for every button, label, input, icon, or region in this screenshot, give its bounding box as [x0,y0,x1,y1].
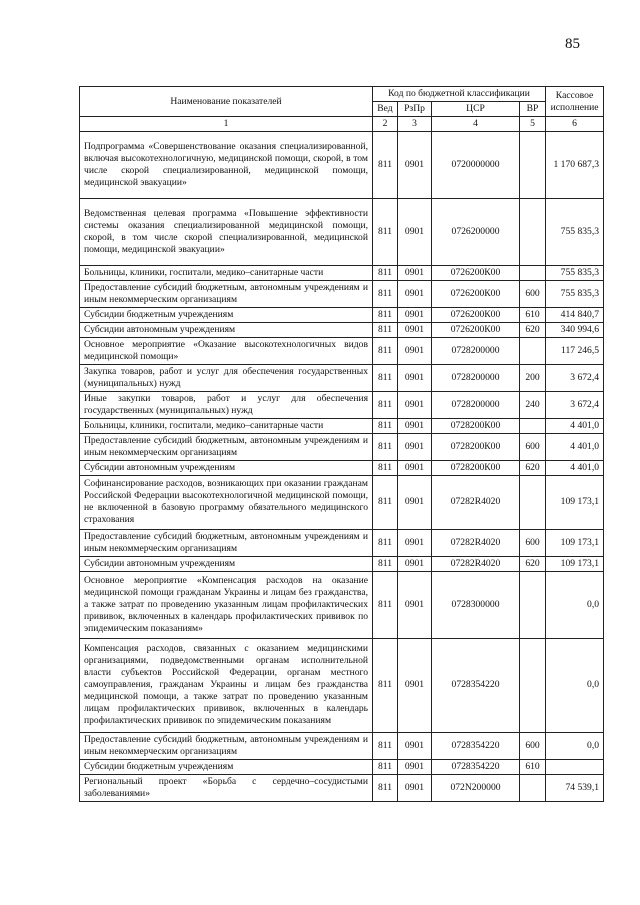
page-number: 85 [565,36,580,52]
header-num-5: 5 [520,117,546,132]
row-sum: 755 835,3 [546,198,604,265]
row-csr: 0728300000 [432,571,520,638]
row-ved: 811 [373,759,398,774]
row-vr: 620 [520,556,546,571]
row-csr: 0728354220 [432,759,520,774]
table-row [80,556,604,571]
row-csr: 0720000000 [432,131,520,198]
row-csr: 0726200К00 [432,265,520,280]
table-row [80,529,604,556]
row-vr [520,198,546,265]
header-num-6: 6 [546,117,604,132]
row-csr: 0726200К00 [432,307,520,322]
row-sum: 0,0 [546,732,604,759]
table-body [80,131,604,801]
row-vr: 600 [520,280,546,307]
row-ved: 811 [373,774,398,801]
table-row [80,732,604,759]
row-csr: 07282R4020 [432,529,520,556]
row-name: Субсидии автономным учреждениям [80,322,373,337]
table-row [80,774,604,801]
header-cash: Кассовое исполнение [546,87,604,117]
row-rzpr: 0901 [398,280,432,307]
row-vr [520,774,546,801]
header-num-4: 4 [432,117,520,132]
row-ved: 811 [373,198,398,265]
table-row [80,131,604,198]
row-rzpr: 0901 [398,364,432,391]
row-name: Подпрограмма «Совершенствование оказания специализированной, включая высокотехнологичную, медицинской помощи, скорой, в том числе скорой специализированной, медицинской помощи, медицинской эвакуации» [80,131,373,198]
row-csr: 0728200К00 [432,433,520,460]
row-sum: 755 835,3 [546,265,604,280]
row-vr: 240 [520,391,546,418]
row-vr: 600 [520,529,546,556]
row-csr: 0728200К00 [432,418,520,433]
row-sum: 4 401,0 [546,418,604,433]
row-csr: 07282R4020 [432,556,520,571]
row-rzpr: 0901 [398,638,432,732]
table-row [80,475,604,529]
row-rzpr: 0901 [398,131,432,198]
row-name: Предоставление субсидий бюджетным, автономным учреждениям и иным некоммерческим организациям [80,433,373,460]
row-name: Закупка товаров, работ и услуг для обеспечения государственных (муниципальных) нужд [80,364,373,391]
row-rzpr: 0901 [398,732,432,759]
row-rzpr: 0901 [398,265,432,280]
row-ved: 811 [373,322,398,337]
row-ved: 811 [373,307,398,322]
row-sum [546,759,604,774]
table-header [80,87,604,132]
header-vr: ВР [520,102,546,117]
row-rzpr: 0901 [398,322,432,337]
row-ved: 811 [373,265,398,280]
table-row [80,265,604,280]
row-rzpr: 0901 [398,418,432,433]
row-csr: 0726200К00 [432,280,520,307]
row-vr [520,638,546,732]
row-csr: 0728200000 [432,364,520,391]
row-rzpr: 0901 [398,571,432,638]
table-row [80,337,604,364]
row-sum: 74 539,1 [546,774,604,801]
table-row [80,391,604,418]
row-rzpr: 0901 [398,759,432,774]
row-sum: 4 401,0 [546,460,604,475]
row-rzpr: 0901 [398,460,432,475]
row-name: Субсидии бюджетным учреждениям [80,307,373,322]
row-sum: 109 173,1 [546,475,604,529]
row-name: Софинансирование расходов, возникающих при оказании гражданам Российской Федерации высокотехнологичной медицинской помощи, не включенной в базовую программу обязательного медицинского страхования [80,475,373,529]
row-rzpr: 0901 [398,337,432,364]
row-rzpr: 0901 [398,529,432,556]
row-sum: 4 401,0 [546,433,604,460]
row-vr: 610 [520,759,546,774]
row-rzpr: 0901 [398,198,432,265]
header-name: Наименование показателей [80,87,373,117]
row-sum: 340 994,6 [546,322,604,337]
row-sum: 109 173,1 [546,529,604,556]
row-name: Предоставление субсидий бюджетным, автономным учреждениям и иным некоммерческим организациям [80,732,373,759]
row-vr [520,475,546,529]
row-ved: 811 [373,418,398,433]
table-row [80,364,604,391]
row-ved: 811 [373,364,398,391]
row-csr: 0728354220 [432,638,520,732]
row-ved: 811 [373,638,398,732]
table-row [80,198,604,265]
row-ved: 811 [373,529,398,556]
row-ved: 811 [373,732,398,759]
row-sum: 117 246,5 [546,337,604,364]
budget-table [79,86,604,802]
row-name: Компенсация расходов, связанных с оказанием медицинскими организациями, подведомственными органам исполнительной власти субъектов Российской Федерации, органам местного самоуправления, гражданам Украины и лицам без гражданства медицинской помощи, а также затрат по проведению указанным лицам профилактических прививок, включенных в календарь профилактических прививок по эпидемическим показаниям [80,638,373,732]
table-row [80,418,604,433]
row-vr: 600 [520,732,546,759]
row-vr: 600 [520,433,546,460]
row-ved: 811 [373,337,398,364]
row-ved: 811 [373,556,398,571]
row-name: Предоставление субсидий бюджетным, автономным учреждениям и иным некоммерческим организациям [80,529,373,556]
row-name: Больницы, клиники, госпитали, медико–санитарные части [80,265,373,280]
row-ved: 811 [373,460,398,475]
table-row [80,460,604,475]
row-vr [520,265,546,280]
row-name: Иные закупки товаров, работ и услуг для обеспечения государственных (муниципальных) нужд [80,391,373,418]
row-vr: 620 [520,460,546,475]
row-name: Основное мероприятие «Оказание высокотехнологичных видов медицинской помощи» [80,337,373,364]
table-row [80,322,604,337]
row-name: Субсидии бюджетным учреждениям [80,759,373,774]
row-vr [520,131,546,198]
header-num-2: 2 [373,117,398,132]
header-num-1: 1 [80,117,373,132]
row-ved: 811 [373,280,398,307]
header-csr: ЦСР [432,102,520,117]
table-row [80,571,604,638]
header-num-3: 3 [398,117,432,132]
row-ved: 811 [373,131,398,198]
row-csr: 0728200000 [432,337,520,364]
row-csr: 0728354220 [432,732,520,759]
row-ved: 811 [373,391,398,418]
row-name: Региональный проект «Борьба с сердечно–сосудистыми заболеваниями» [80,774,373,801]
table-row [80,433,604,460]
row-name: Предоставление субсидий бюджетным, автономным учреждениям и иным некоммерческим организациям [80,280,373,307]
row-rzpr: 0901 [398,774,432,801]
row-vr [520,571,546,638]
row-name: Ведомственная целевая программа «Повышение эффективности системы оказания специализированной медицинской помощи, скорой, в том числе скорой специализированной, медицинской помощи, медицинской эвакуации» [80,198,373,265]
row-csr: 072N200000 [432,774,520,801]
header-ved: Вед [373,102,398,117]
header-code-group: Код по бюджетной классификации [373,87,546,102]
row-csr: 07282R4020 [432,475,520,529]
row-sum: 414 840,7 [546,307,604,322]
row-name: Больницы, клиники, госпитали, медико–санитарные части [80,418,373,433]
row-rzpr: 0901 [398,556,432,571]
row-csr: 0728200К00 [432,460,520,475]
table-row [80,759,604,774]
table-row [80,307,604,322]
row-ved: 811 [373,475,398,529]
row-rzpr: 0901 [398,391,432,418]
row-vr: 200 [520,364,546,391]
row-vr [520,418,546,433]
row-csr: 0726200К00 [432,322,520,337]
row-rzpr: 0901 [398,307,432,322]
row-sum: 3 672,4 [546,364,604,391]
row-sum: 0,0 [546,571,604,638]
row-sum: 0,0 [546,638,604,732]
row-vr: 620 [520,322,546,337]
row-sum: 3 672,4 [546,391,604,418]
row-ved: 811 [373,433,398,460]
row-vr [520,337,546,364]
row-ved: 811 [373,571,398,638]
row-rzpr: 0901 [398,433,432,460]
row-name: Субсидии автономным учреждениям [80,460,373,475]
row-vr: 610 [520,307,546,322]
table-row [80,638,604,732]
row-csr: 0726200000 [432,198,520,265]
row-rzpr: 0901 [398,475,432,529]
row-name: Основное мероприятие «Компенсация расходов на оказание медицинской помощи гражданам Украины и лицам без гражданства, а также затрат по проведению указанным лицам профилактических прививок, включенных в календарь профилактических прививок по эпидемическим показаниям» [80,571,373,638]
row-sum: 755 835,3 [546,280,604,307]
row-sum: 109 173,1 [546,556,604,571]
row-sum: 1 170 687,3 [546,131,604,198]
table-row [80,280,604,307]
row-name: Субсидии автономным учреждениям [80,556,373,571]
header-rzpr: РзПр [398,102,432,117]
row-csr: 0728200000 [432,391,520,418]
